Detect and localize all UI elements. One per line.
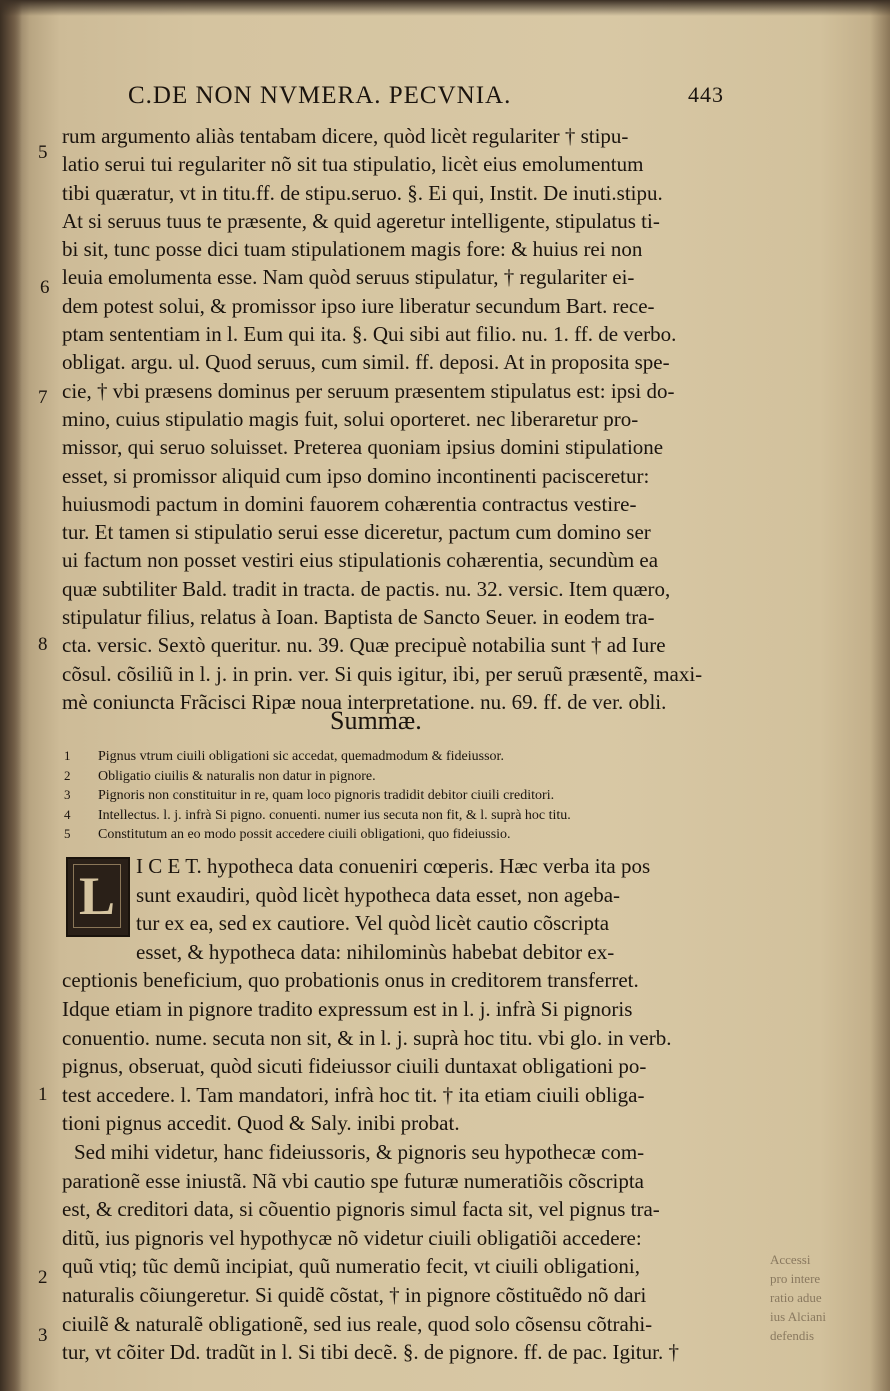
text-line: rum argumento aliàs tentabam dicere, quòd licèt regulariter † stipu- [62, 124, 629, 148]
text-line: quæ subtiliter Bald. tradit in tracta. de pactis. nu. 32. versic. Item quæro, [62, 576, 671, 601]
summary-item: 5 Constitutum an eo modo possit accedere ciuili obligationi, quo fideiussio. [64, 826, 511, 842]
text-line: cie, † vbi præsens dominus per seruum præsentem stipulatus est: ipsi do- [62, 378, 675, 403]
summary-item: 2 Obligatio ciuilis & naturalis non datur in pignore. [64, 767, 376, 784]
text-line: tur ex ea, sed ex cautiore. Vel quòd licèt cautio cõscripta [136, 911, 610, 936]
text-line: cta. versic. Sextò queritur. nu. 39. Quæ precipuè notabilia sunt † ad Iure [62, 633, 666, 658]
text-line: tur. Et tamen si stipulatio serui esse diceretur, pactum cum domino ser [62, 520, 651, 545]
text-line: I C E T. hypotheca data conueniri cœperis. Hæc verba ita pos [136, 854, 651, 878]
text-line: tibi quæratur, vt in titu.ff. de stipu.seruo. §. Ei qui, Instit. De inuti.stipu. [62, 180, 663, 205]
text-line: est, & creditori data, si cõuentio pignoris simul facta sit, vel pignus tra- [62, 1197, 660, 1222]
text-line: sunt exaudiri, quòd licèt hypotheca data esset, non ageba- [136, 882, 621, 907]
text-line: Idque etiam in pignore tradito expressum est in l. j. infrà Si pignoris [62, 996, 633, 1021]
text-line: latio serui tui regulariter nõ sit tua stipulatio, licèt eius emolumentum [62, 152, 644, 177]
summary-item: 3 Pignoris non constituitur in re, quam loco pignoris tradidit debitor ciuili creditori. [64, 787, 555, 803]
text-line: esset, & hypotheca data: nihilominùs habebat debitor ex- [136, 939, 615, 964]
text-line: leuia emolumenta esse. Nam quòd seruus stipulatur, † regulariter ei- [62, 265, 635, 290]
text-line: ceptionis beneficium, quo probationis onus in creditorem transferret. [62, 968, 639, 993]
margin-number-1: 1 [38, 1084, 48, 1105]
text-line: quũ vtiq; tũc demũ incipiat, quũ numeratio fecit, vt ciuili obligationi, [62, 1254, 640, 1279]
text-line: dem potest solui, & promissor ipso iure liberatur secundum Bart. rece- [62, 293, 655, 318]
text-line: ditũ, ius pignoris vel hypothycæ nõ videtur ciuili obligatiõi accedere: [62, 1225, 642, 1250]
text-line: ciuilẽ & naturalẽ obligationẽ, sed ius reale, quod solo cõsensu cõtrahi- [62, 1311, 653, 1336]
summary-item: 4 Intellectus. l. j. infrà Si pigno. conuenti. numer ius secuta non fit, & l. suprà hoc titu. [64, 806, 571, 823]
text-line: missor, qui seruo soluisset. Preterea quoniam ipsius domini stipulatione [62, 435, 664, 460]
text-line: stipulatur filius, relatus à Ioan. Baptista de Sancto Seuer. in eodem tra- [62, 605, 655, 630]
facing-page-fragment: Accessi pro intere ratio adue ius Alciani defendis [770, 1252, 826, 1343]
text-line: ptam sententiam in l. Eum qui ita. §. Qui sibi aut filio. nu. 1. ff. de verbo. [62, 322, 677, 347]
book-gutter [0, 0, 22, 1391]
text-line: cõsul. cõsiliũ in l. j. in prin. ver. Si quis igitur, ibi, per seruũ præsentẽ, maxi- [62, 661, 703, 686]
margin-number-8: 8 [38, 634, 48, 655]
running-header [128, 82, 748, 122]
text-line: pignus, obseruat, quòd sicuti fideiussor ciuili duntaxat obligationi po- [62, 1054, 647, 1079]
margin-number-6: 6 [40, 277, 50, 298]
text-line: bi sit, tunc posse dici tuam stipulationem magis fore: & huius rei non [62, 237, 643, 262]
summary-item: 1 Pignus vtrum ciuili obligationi sic accedat, quemadmodum & fideiussor. [64, 748, 504, 764]
text-line: mino, cuius stipulatio magis fuit, solui oporteret. nec liberaretur pro- [62, 406, 639, 431]
page-number: 443 [688, 82, 724, 107]
text-line: huiusmodi pactum in domini fauorem cohærentia contractus vestire- [62, 491, 637, 516]
body-text-bottom [62, 852, 742, 1367]
text-line: ui factum non posset vestiri eius stipulationis cohærentia, secundùm ea [62, 548, 659, 573]
text-line: tur, vt cõiter Dd. tradũt in l. Si tibi decẽ. §. de pignore. ff. de pac. Igitur. † [62, 1340, 679, 1365]
page-top-edge [0, 0, 890, 16]
text-line: obligat. argu. ul. Quod seruus, cum simil. ff. deposi. At in proposita spe- [62, 350, 670, 375]
text-line: conuentio. nume. secuta non sit, & in l. j. suprà hoc titu. vbi glo. in verb. [62, 1025, 672, 1050]
margin-number-5: 5 [38, 142, 48, 163]
margin-number-7: 7 [38, 387, 48, 408]
running-title: C.DE NON NVMERA. PECVNIA. [128, 82, 512, 109]
text-line: Sed mihi videtur, hanc fideiussoris, & pignoris seu hypothecæ com- [74, 1139, 645, 1164]
text-line: At si seruus tuus te præsente, & quid ageretur intelligente, stipulatus ti- [62, 208, 660, 233]
margin-number-3: 3 [38, 1325, 48, 1346]
summaries-list [64, 746, 744, 844]
text-line: mè coniuncta Frãcisci Ripæ noua interpretatione. nu. 69. ff. de ver. obli. [62, 689, 667, 714]
body-text-top [62, 122, 742, 716]
text-line: tioni pignus accedit. Quod & Saly. inibi probat. [62, 1111, 460, 1136]
text-line: esset, si promissor aliquid cum ipso domino incontinenti pacisceretur: [62, 463, 650, 488]
summae-heading: Summæ. [330, 706, 422, 735]
text-line: test accedere. l. Tam mandatori, infrà hoc tit. † ita etiam ciuili obliga- [62, 1082, 645, 1107]
text-line: parationẽ esse iniustã. Nã vbi cautio spe futuræ numeratiõis cõscripta [62, 1168, 645, 1193]
initial-letter: L [78, 866, 116, 926]
margin-number-2: 2 [38, 1267, 48, 1288]
text-line: naturalis cõiungeretur. Si quidẽ cõstat, † in pignore cõstituẽdo nõ dari [62, 1282, 647, 1307]
